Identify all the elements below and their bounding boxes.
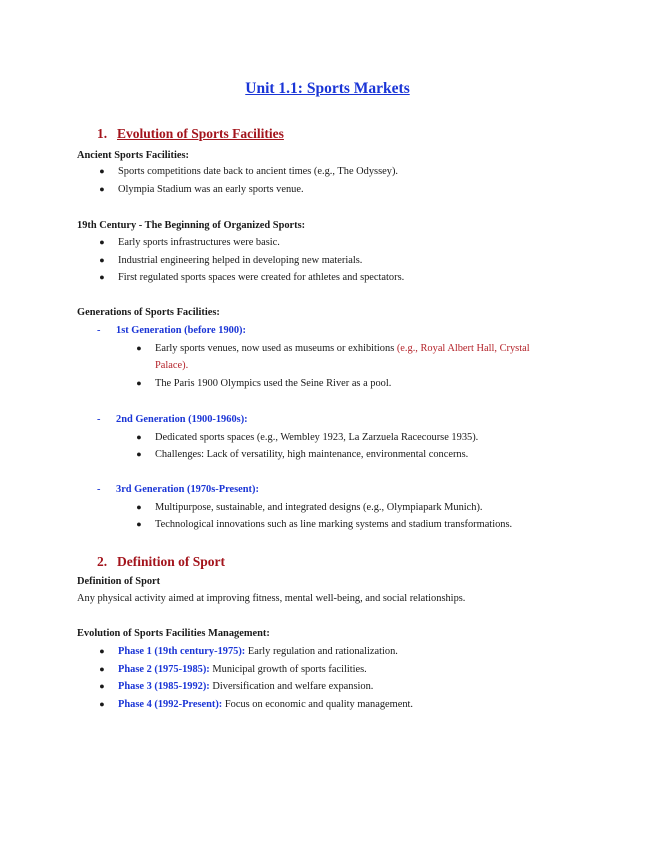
dash-marker: - xyxy=(97,484,101,495)
bullet-icon: ● xyxy=(99,237,105,247)
management-heading: Evolution of Sports Facilities Management: xyxy=(77,628,270,639)
bullet-icon: ● xyxy=(99,272,105,282)
section-1-heading xyxy=(97,126,284,142)
page-title: Unit 1.1: Sports Markets xyxy=(245,80,410,97)
bullet-icon: ● xyxy=(136,502,142,512)
section-1-title: Evolution of Sports Facilities xyxy=(117,126,284,141)
gen3-label: - 3rd Generation (1970s-Present): xyxy=(97,484,259,495)
bullet-icon: ● xyxy=(99,255,105,265)
bullet-icon: ● xyxy=(99,681,105,691)
dash-marker: - xyxy=(97,414,101,425)
bullet-icon: ● xyxy=(99,184,105,194)
example-highlight: (e.g., Royal Albert Hall, Crystal xyxy=(396,343,530,354)
section-2-title: Definition of Sport xyxy=(117,554,225,569)
phase-label: Phase 3 (1985-1992): xyxy=(118,681,210,692)
definition-text: Any physical activity aimed at improving fitness, mental well-being, and social relationships. xyxy=(77,593,466,604)
phase-label: Phase 2 (1975-1985): xyxy=(118,664,210,675)
bullet-icon: ● xyxy=(136,378,142,388)
bullet-icon: ● xyxy=(99,646,105,656)
phase-label: Phase 4 (1992-Present): xyxy=(118,699,223,710)
phase-label: Phase 1 (19th century-1975): xyxy=(118,646,246,657)
section-1-number: 1. xyxy=(97,126,108,141)
bullet-icon: ● xyxy=(99,699,105,709)
bullet-icon: ● xyxy=(99,664,105,674)
bullet-icon: ● xyxy=(136,449,142,459)
ancient-heading: Ancient Sports Facilities: xyxy=(77,150,189,161)
bullet-icon: ● xyxy=(136,519,142,529)
definition-heading: Definition of Sport xyxy=(77,576,161,587)
section-2-number: 2. xyxy=(97,554,108,569)
bullet-icon: ● xyxy=(136,343,142,353)
gen1-label: - 1st Generation (before 1900): xyxy=(97,325,246,336)
document-page: Unit 1.1: Sports Markets 1. Evolution of Sports Facilities Ancient Sports Facilities: ● Sports competitions date back to ancient times (e.g., The Odyssey). ● Olympia Stadium was an early sports venue. 19th Century - The Beginning of Organized Sports: ● Early sports infrastructures were basic. ● Industrial engineering helped in developing new materials. ● First regulated sports spaces were created for athletes and spectators. Generations of Sports Facilities: - 1st Generation (before 1900): ● Early sports venues, now used as museums or exhibitions (e.g., Royal Albert Hall, Crystal Palace). ● The Paris 1900 Olympics used the Seine River as a pool. - 2nd Generation (1900-1960s): ● Dedicated sports spaces (e.g., Wembley 1923, La Zarzuela Racecourse 1935). ● Challenges: Lack of versatility, high maintenance, environmental concerns. - 3rd Generation (1970s-Present): ● Multipurpose, sustainable, and integrated designs (e.g., Olympiapark Munich). ● Technological innovations such as line marking systems and stadium transformations. 2. Definition of Sport Definition of Sport Any physical activity aimed at improving fitness, mental well-being, and social relationships. Evolution of Sports Facilities Management: ● Phase 1 (19th century-1975): Early regulation and rationalization. ● Phase 2 (1975-1985): Municipal growth of sports facilities. ● Phase 3 (1985-1992): Diversification and welfare expansion. ● Phase 4 (1992-Present): Focus on economic and quality management. xyxy=(0,0,655,848)
generations-heading: Generations of Sports Facilities: xyxy=(77,307,220,318)
gen2-label: - 2nd Generation (1900-1960s): xyxy=(97,414,248,425)
bullet-icon: ● xyxy=(136,432,142,442)
dash-marker: - xyxy=(97,325,101,336)
section-2-heading xyxy=(97,554,225,570)
bullet-icon: ● xyxy=(99,166,105,176)
century19-heading: 19th Century - The Beginning of Organized Sports: xyxy=(77,220,306,231)
